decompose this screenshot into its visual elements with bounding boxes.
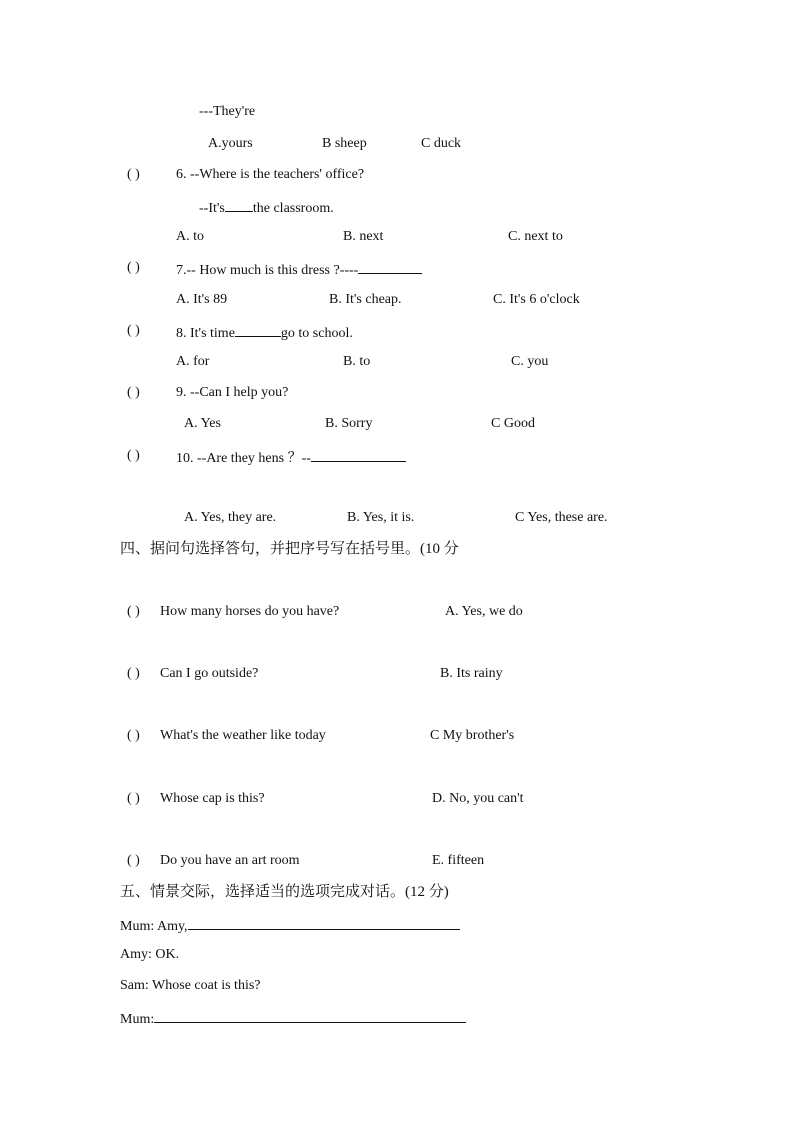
match-question: Do you have an art room xyxy=(160,853,300,868)
dialogue-line: Sam: Whose coat is this? xyxy=(120,978,261,993)
option-b: B sheep xyxy=(322,136,367,151)
answer-paren[interactable]: ( ) xyxy=(127,791,140,806)
match-question: Whose cap is this? xyxy=(160,791,265,806)
blank-line[interactable] xyxy=(154,1008,466,1023)
option-a: A. It's 89 xyxy=(176,292,228,307)
question-7 xyxy=(176,259,422,280)
answer-paren[interactable]: ( ) xyxy=(127,666,140,681)
blank-line[interactable] xyxy=(235,322,281,337)
option-a: A. to xyxy=(176,229,204,244)
option-c: C. It's 6 o'clock xyxy=(493,292,580,307)
answer-paren[interactable]: ( ) xyxy=(127,448,140,463)
question-text: 10. --Are they hens ？-- xyxy=(176,451,311,466)
question-9: 9. --Can I help you? xyxy=(176,385,289,400)
option-b: B. Yes, it is. xyxy=(347,510,415,525)
match-question: What's the weather like today xyxy=(160,728,326,743)
answer-paren[interactable]: ( ) xyxy=(127,323,140,338)
match-answer: B. Its rainy xyxy=(440,666,503,681)
answer-paren[interactable]: ( ) xyxy=(127,604,140,619)
section-5-title: 五、情景交际，选择适当的选项完成对话。(12 分) xyxy=(120,884,449,900)
option-b: B. Sorry xyxy=(325,416,373,431)
question-6-answer-line xyxy=(199,197,334,218)
match-answer: E. fifteen xyxy=(432,853,485,868)
option-c: C Good xyxy=(491,416,535,431)
option-a: A.yours xyxy=(208,136,253,151)
option-a: A. Yes, they are. xyxy=(184,510,277,525)
question-10 xyxy=(176,447,406,468)
dialogue-line xyxy=(120,1008,466,1029)
answer-paren[interactable]: ( ) xyxy=(127,260,140,275)
option-c: C duck xyxy=(421,136,462,151)
option-c: C. you xyxy=(511,354,549,369)
option-b: B. next xyxy=(343,229,384,244)
answer-prefix: ---They're xyxy=(199,104,256,119)
answer-line-after: the classroom. xyxy=(252,201,334,216)
option-a: A. Yes xyxy=(184,416,221,431)
question-text: 7.-- How much is this dress ?---- xyxy=(176,263,359,278)
question-text-before: 8. It's time xyxy=(176,326,235,341)
match-answer: A. Yes, we do xyxy=(445,604,523,619)
dialogue-line xyxy=(120,915,460,936)
question-6: 6. --Where is the teachers' office? xyxy=(176,167,365,182)
dialogue-text: Mum: xyxy=(120,1012,155,1027)
dialogue-line: Amy: OK. xyxy=(120,947,180,962)
answer-paren[interactable]: ( ) xyxy=(127,853,140,868)
option-c: C Yes, these are. xyxy=(515,510,608,525)
blank-line[interactable] xyxy=(358,259,422,274)
option-b: B. to xyxy=(343,354,371,369)
dialogue-text: Mum: Amy, xyxy=(120,919,188,934)
blank-line[interactable] xyxy=(225,197,253,212)
answer-line-before: --It's xyxy=(199,201,225,216)
match-question: Can I go outside? xyxy=(160,666,259,681)
option-b: B. It's cheap. xyxy=(329,292,402,307)
option-c: C. next to xyxy=(508,229,563,244)
match-answer: D. No, you can't xyxy=(432,791,524,806)
answer-paren[interactable]: ( ) xyxy=(127,385,140,400)
question-8 xyxy=(176,322,353,343)
blank-line[interactable] xyxy=(188,915,460,930)
blank-line[interactable] xyxy=(311,447,406,462)
match-answer: C My brother's xyxy=(430,728,515,743)
option-a: A. for xyxy=(176,354,210,369)
answer-paren[interactable]: ( ) xyxy=(127,167,140,182)
question-text-after: go to school. xyxy=(280,326,353,341)
match-question: How many horses do you have? xyxy=(160,604,340,619)
section-4-title: 四、据问句选择答句，并把序号写在括号里。(10 分 xyxy=(120,541,459,557)
answer-paren[interactable]: ( ) xyxy=(127,728,140,743)
